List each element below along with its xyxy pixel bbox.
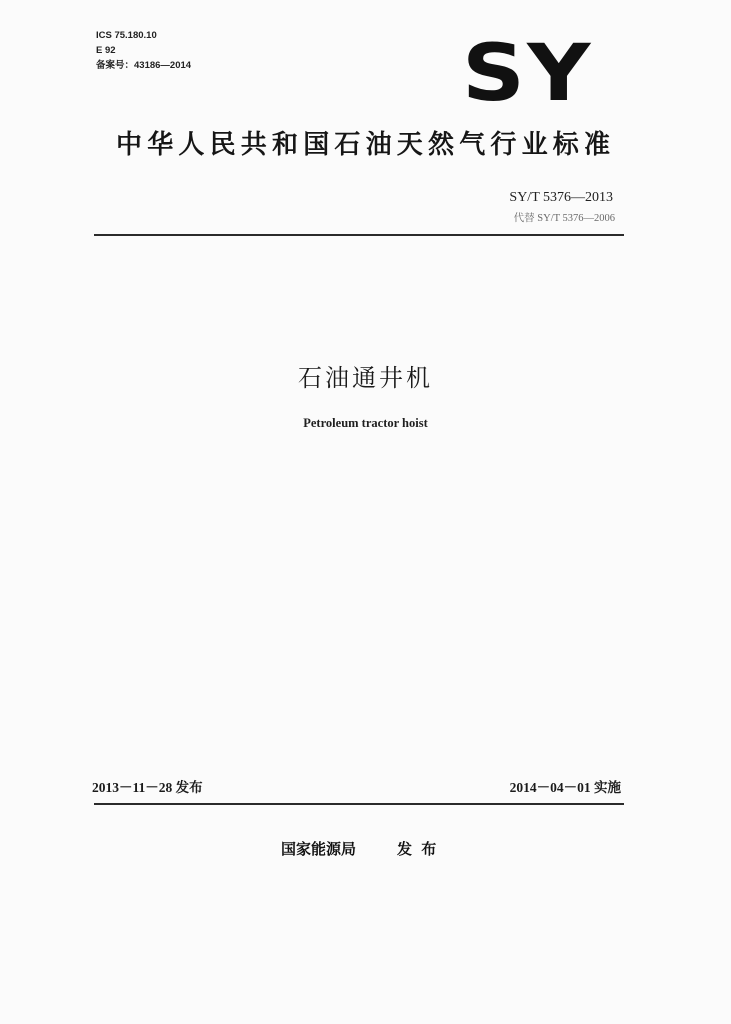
- standard-number: SY/T 5376—2013: [509, 190, 613, 205]
- record-number: 备案号：43186—2014: [96, 60, 192, 71]
- document-meta: [96, 28, 191, 73]
- header-divider: [94, 234, 624, 236]
- ics-code: ICS 75.180.10: [96, 30, 157, 41]
- standard-title-english: Petroleum tractor hoist: [303, 416, 428, 430]
- classification-code: E 92: [96, 45, 116, 56]
- issuer-action: 发 布: [397, 840, 437, 858]
- issuer-name: 国家能源局: [281, 840, 357, 858]
- implementation-date: 2014－04－01 实施: [509, 780, 621, 795]
- footer-divider: [94, 803, 624, 805]
- sy-logo: SY: [462, 29, 593, 119]
- replaces-standard: 代替 SY/T 5376—2006: [513, 213, 615, 224]
- issue-date: 2013－11－28 发布: [92, 780, 203, 795]
- issuing-authority-title: 中华人民共和国石油天然气行业标准: [116, 130, 616, 160]
- standard-title-chinese: 石油通井机: [298, 364, 433, 392]
